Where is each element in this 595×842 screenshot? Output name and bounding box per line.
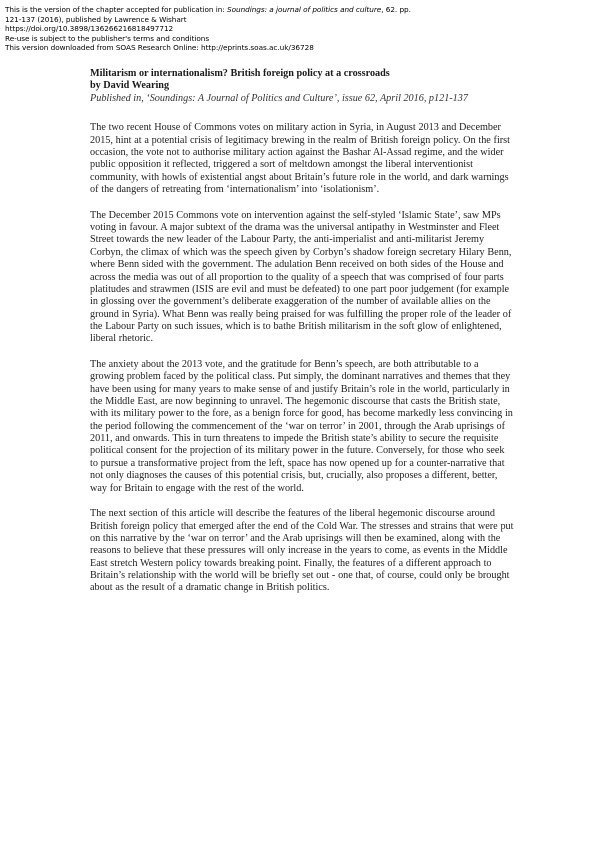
publication-info: Published in, ‘Soundings: A Journal of Politics and Culture’, issue 62, April 2016, p121-137 [90,92,468,104]
header-line-1 [5,5,590,15]
body-paragraph-2: The December 2015 Commons vote on intervention against the self-styled ‘Islamic State’, saw MPs voting in favour. A major subtext of the drama was the universal antipathy in Westminster and Fleet Street towards the new leader of the Labour Party, the anti-imperialist and anti-militarist Jeremy Corbyn, the climax of which was the speech given by Corbyn’s shadow foreign secretary Hilary Benn, where Benn sided with the government. The adulation Benn received on both sides of the House and across the media was out of all proportion to the quality of a speech that was comprised of four parts platitudes and strawmen (ISIS are evil and must be defeated) to one part poor judgement (for example in glossing over the government’s deliberate exaggeration of the number of available allies on the ground in Syria). What Benn was really being praised for was fulfilling the proper role of the leader of the Labour Party on such issues, which is to bathe British militarism in the soft glow of enlightened, liberal rhetoric. [90,209,512,345]
header-line-4: Re-use is subject to the publisher's terms and conditions [5,33,210,43]
header-journal-name: Soundings: a journal of politics and culture [227,5,382,14]
body-paragraph-3: The anxiety about the 2013 vote, and the gratitude for Benn’s speech, are both attributable to a growing problem faced by the political class. Put simply, the dominant narratives and themes that they have been using for many years to make sense of and justify Britain’s role in the world, particularly in the Middle East, are now beginning to unravel. The hegemonic discourse that casts the British state, with its military power to the fore, as a benign force for good, has become markedly less convincing in the period following the commencement of the ‘war on terror’ in 2001, through the Arab uprisings of 2011, and onwards. This in turn threatens to impede the British state’s ability to secure the requisite political consent for the projection of its military power in the future. Conversely, for those who seek to pursue a transformative project from the left, space has now opened up for a counter-narrative that not only diagnoses the causes of this potential crisis, but, crucially, also proposes a different, better, way for Britain to engage with the rest of the world. [90,359,513,494]
header-line-1-suffix: , 62. pp. [381,5,411,14]
article-content [90,68,515,608]
repository-header [5,5,590,53]
article-title: Militarism or internationalism? British foreign policy at a crossroads [90,68,390,79]
body-paragraph-1: The two recent House of Commons votes on military action in Syria, in August 2013 and December 2015, hint at a potential crisis of legitimacy brewing in the realm of British foreign policy. On the first occasion, the vote not to authorise military action against the Bashar Al-Assad regime, and the wider public opposition it reflected, triggered a sort of meltdown amongst the liberal interventionist community, with howls of existential angst about Britain’s future role in the world, and dark warnings of the dangers of retreating from ‘internationalism’ into ‘isolationism’. [90,122,510,195]
header-line-1-prefix: This is the version of the chapter accepted for publication in: [5,5,227,14]
header-download-source[interactable]: This version downloaded from SOAS Research Online: http://eprints.soas.ac.uk/36728 [5,43,314,53]
header-doi-link[interactable]: https://doi.org/10.3898/136266216818497712 [5,24,174,34]
header-line-2: 121-137 (2016), published by Lawrence & Wishart [5,14,187,24]
article-author: by David Wearing [90,80,170,92]
body-paragraph-4: The next section of this article will describe the features of the liberal hegemonic discourse around British foreign policy that emerged after the end of the Cold War. The stresses and strains that were put on this narrative by the ‘war on terror’ and the Arab uprisings will then be examined, along with the reasons to believe that these pressures will only increase in the years to come, as events in the Middle East stretch Western policy towards breaking point. Finally, the features of a different approach to Britain’s relationship with the world will be briefly set out - one that, of course, could only be brought about as the result of a dramatic change in British politics. [90,508,514,594]
